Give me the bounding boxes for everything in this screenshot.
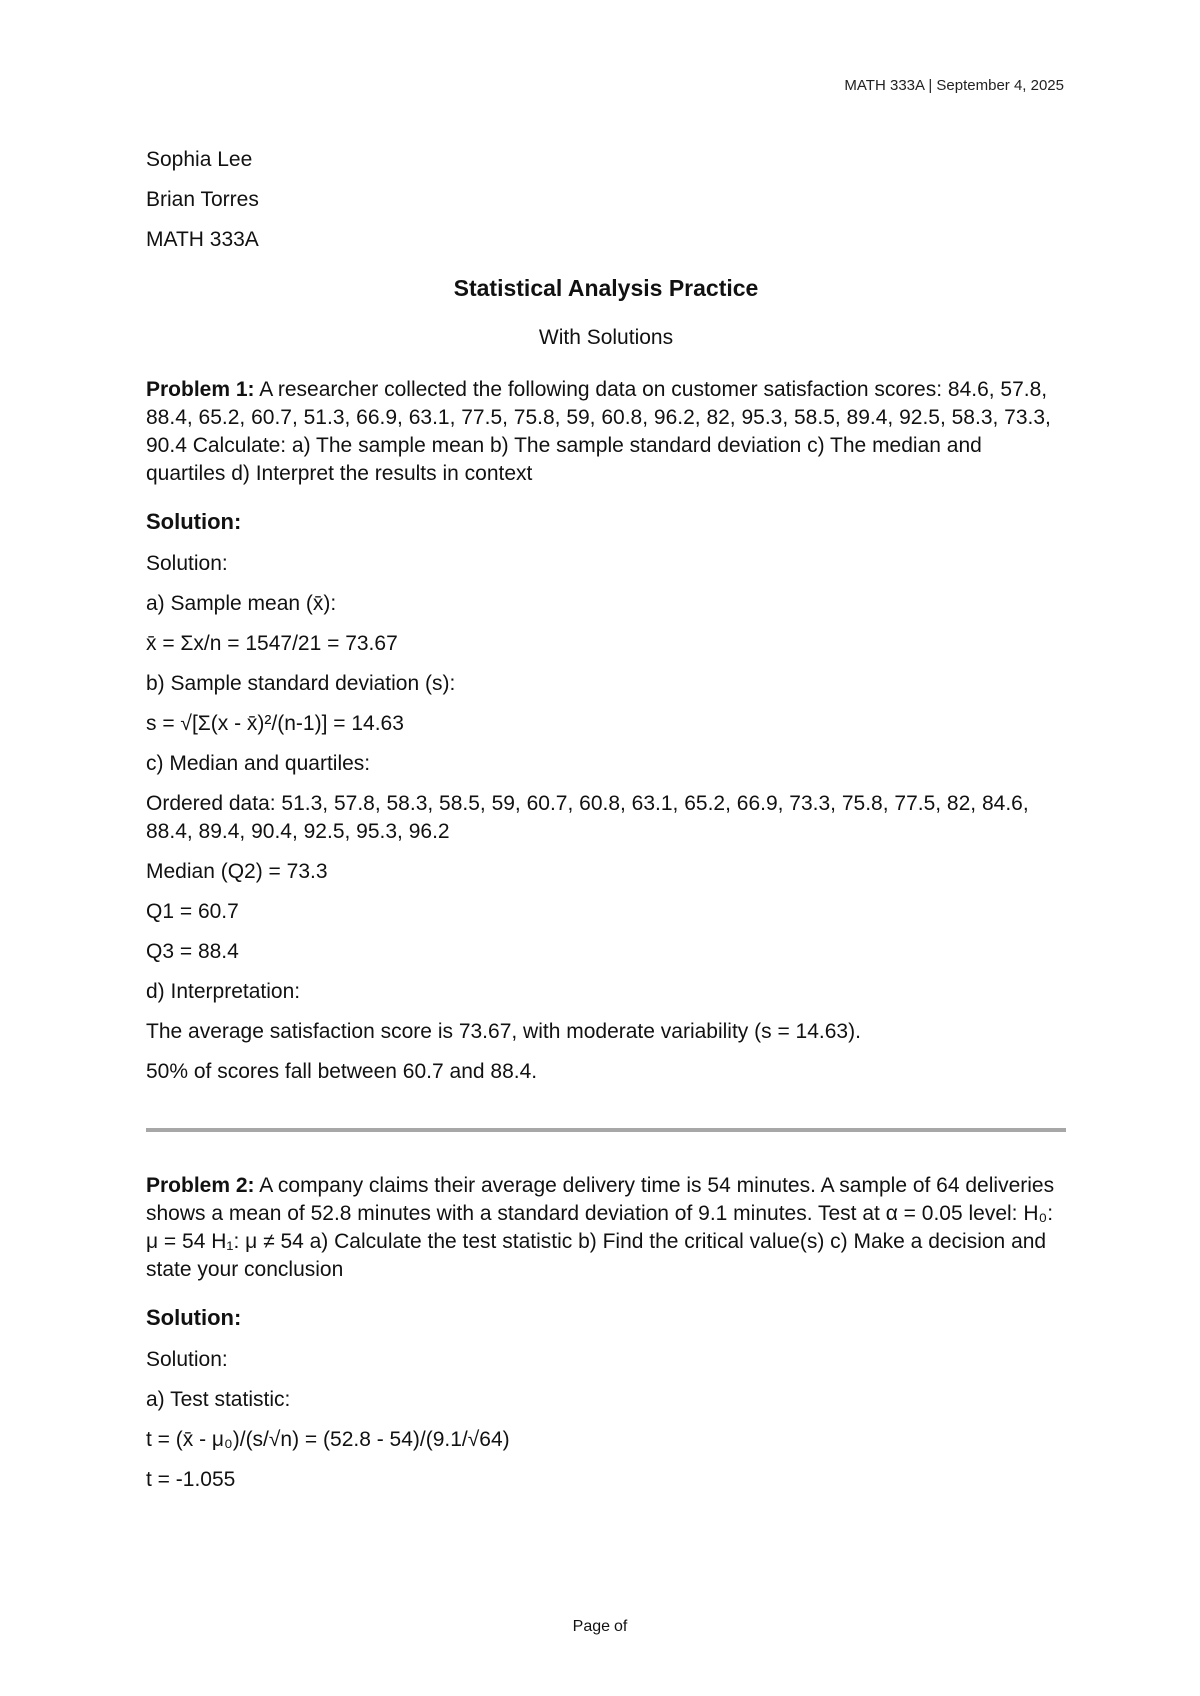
author-1: Sophia Lee bbox=[146, 148, 253, 171]
solution-line: b) Sample standard deviation (s): bbox=[146, 672, 456, 695]
author-2: Brian Torres bbox=[146, 188, 259, 211]
section-divider bbox=[146, 1128, 1066, 1132]
problem-1-solution-heading: Solution: bbox=[146, 509, 242, 534]
problem-1-statement bbox=[146, 376, 1066, 488]
problem-1-text: A researcher collected the following data on customer satisfaction scores: 84.6, 57.8, 88.4, 65.2, 60.7, 51.3, 66.9, 63.1, 77.5, 75.8, 59, 60.8, 96.2, 82, 95.3, 58.5, 89.4, 92.5, 58.3, 73.3, 90.4 Calculate: a) The sample mean b) The sample standard deviation c) The median and quartiles d) Interpret the results in context bbox=[146, 378, 1051, 485]
solution-line: a) Test statistic: bbox=[146, 1388, 291, 1411]
solution-line: c) Median and quartiles: bbox=[146, 752, 371, 775]
solution-line: t = (x̄ - μ₀)/(s/√n) = (52.8 - 54)/(9.1/√64) bbox=[146, 1428, 510, 1451]
solution-line: a) Sample mean (x̄): bbox=[146, 592, 337, 615]
problem-2-solution bbox=[146, 1346, 1066, 1494]
solution-line: 50% of scores fall between 60.7 and 88.4. bbox=[146, 1060, 538, 1083]
solution-line: t = -1.055 bbox=[146, 1468, 236, 1491]
solution-line: Solution: bbox=[146, 552, 228, 575]
solution-line: s = √[Σ(x - x̄)²/(n-1)] = 14.63 bbox=[146, 712, 404, 735]
document-body bbox=[146, 146, 1066, 1506]
problem-2-label: Problem 2: bbox=[146, 1174, 255, 1197]
problem-1-solution bbox=[146, 550, 1066, 1086]
problem-2-statement bbox=[146, 1172, 1066, 1284]
page-footer bbox=[0, 1618, 1200, 1636]
solution-line: Median (Q2) = 73.3 bbox=[146, 860, 328, 883]
solution-line: x̄ = Σx/n = 1547/21 = 73.67 bbox=[146, 632, 398, 655]
course-code: MATH 333A bbox=[146, 228, 259, 251]
document-subtitle: With Solutions bbox=[538, 326, 674, 349]
page-label: Page bbox=[572, 1618, 611, 1635]
problem-2-text: A company claims their average delivery time is 54 minutes. A sample of 64 deliveries shows a mean of 52.8 minutes with a standard deviation of 9.1 minutes. Test at α = 0.05 level: H₀: μ = 54 H₁: μ ≠ 54 a) Calculate the test statistic b) Find the critical value(s) c) Make a decision and state your conclusion bbox=[146, 1174, 1055, 1281]
problem-1-label: Problem 1: bbox=[146, 378, 255, 401]
page-of-label: of bbox=[614, 1618, 628, 1635]
solution-line: The average satisfaction score is 73.67, with moderate variability (s = 14.63). bbox=[146, 1020, 861, 1043]
solution-line: Ordered data: 51.3, 57.8, 58.3, 58.5, 59, 60.7, 60.8, 63.1, 65.2, 66.9, 73.3, 75.8, 77.5, 82, 84.6, 88.4, 89.4, 90.4, 92.5, 95.3, 96.2 bbox=[146, 792, 1029, 843]
document-title: Statistical Analysis Practice bbox=[453, 275, 759, 301]
solution-line: d) Interpretation: bbox=[146, 980, 301, 1003]
solution-line: Solution: bbox=[146, 1348, 228, 1371]
page-header: MATH 333A | September 4, 2025 bbox=[844, 77, 1064, 94]
solution-line: Q3 = 88.4 bbox=[146, 940, 239, 963]
solution-line: Q1 = 60.7 bbox=[146, 900, 239, 923]
problem-2-solution-heading: Solution: bbox=[146, 1305, 242, 1330]
